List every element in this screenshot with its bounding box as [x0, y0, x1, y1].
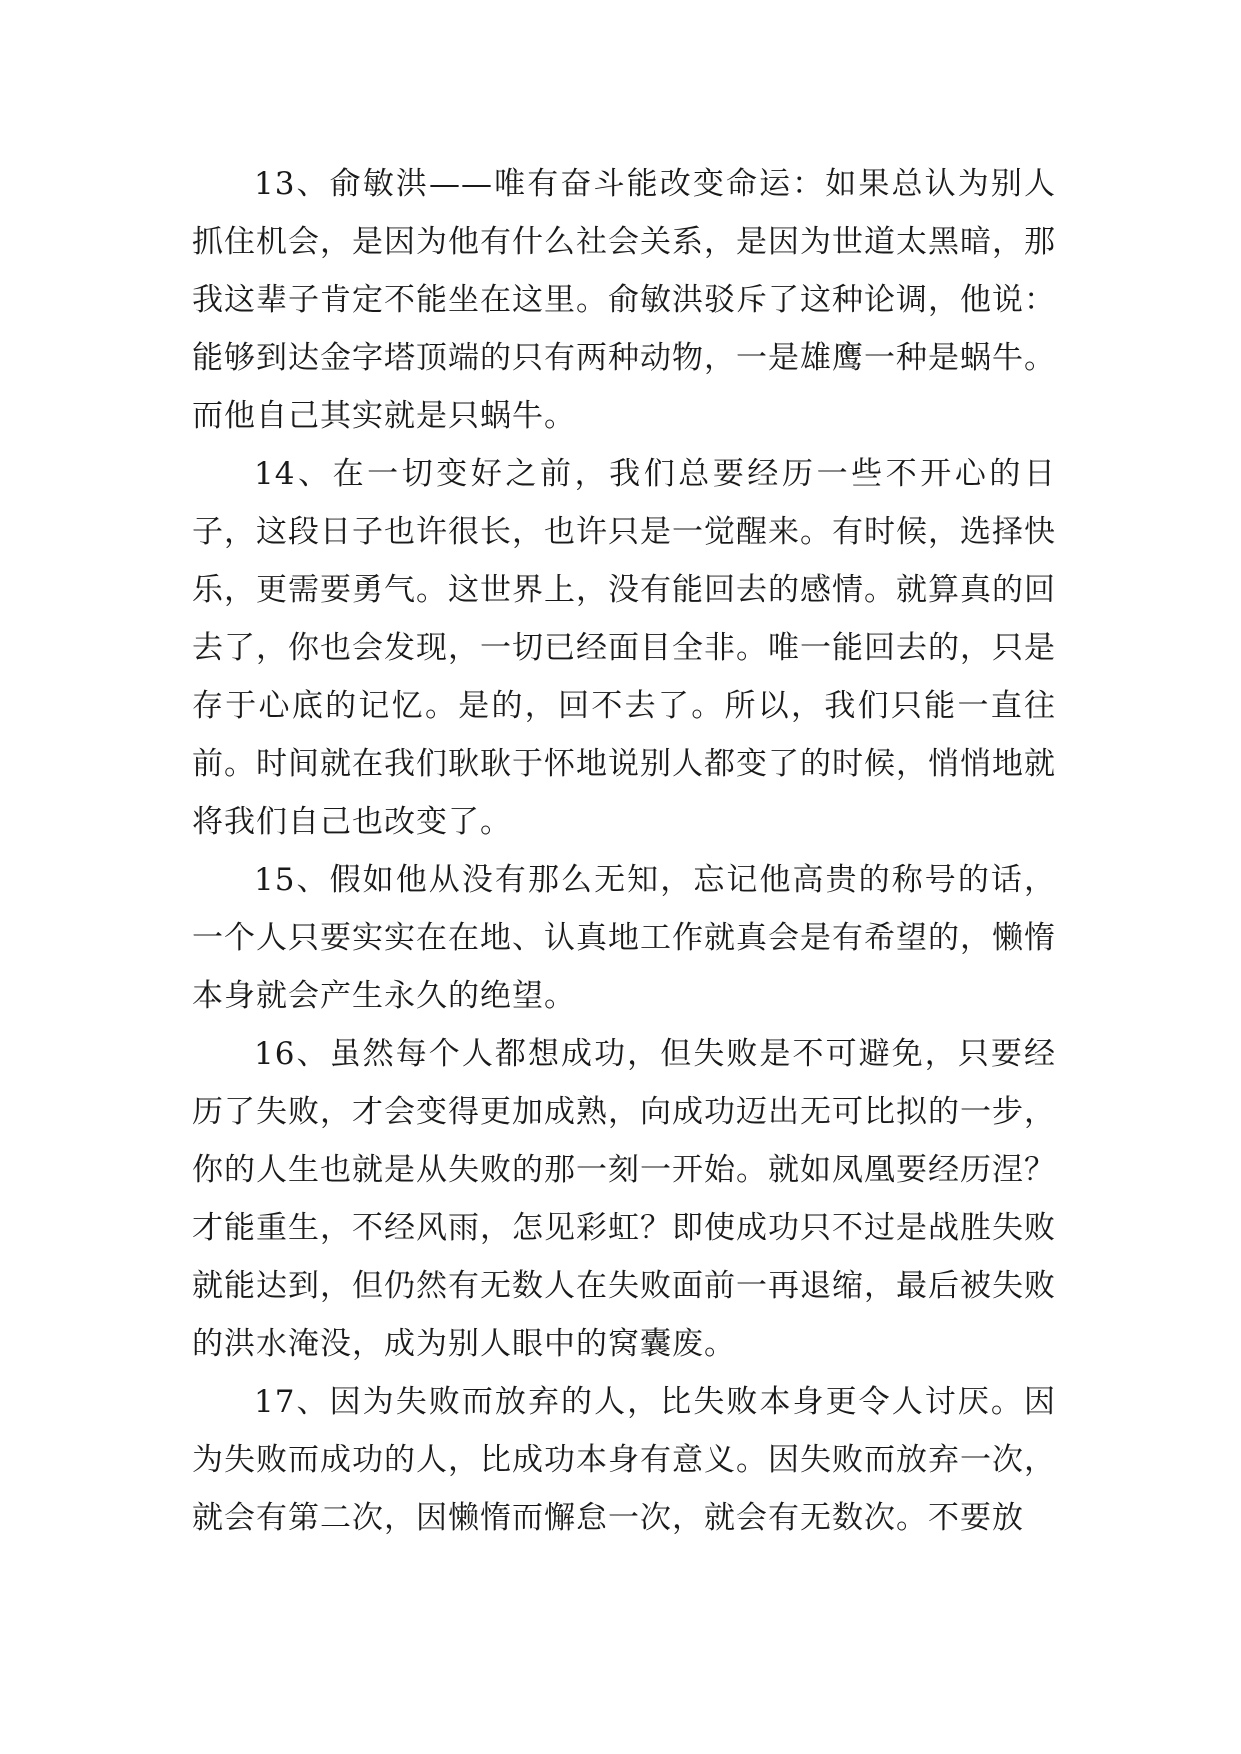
- paragraph-15: 15、假如他从没有那么无知，忘记他高贵的称号的话，一个人只要实实在在地、认真地工作就真会是有希望的，懒惰本身就会产生永久的绝望。: [192, 862, 1056, 1014]
- paragraph-16: 16、虽然每个人都想成功，但失败是不可避免，只要经历了失败，才会变得更加成熟，向成功迈出无可比拟的一步，你的人生也就是从失败的那一刻一开始。就如凤凰要经历涅？才能重生，不经风雨，怎见彩虹？即使成功只不过是战胜失败就能达到，但仍然有无数人在失败面前一再退缩，最后被失败的洪水淹没，成为别人眼中的窝囊废。: [192, 1036, 1056, 1362]
- document-body: [192, 155, 1056, 1547]
- paragraph-14: 14、在一切变好之前，我们总要经历一些不开心的日子，这段日子也许很长，也许只是一觉醒来。有时候，选择快乐，更需要勇气。这世界上，没有能回去的感情。就算真的回去了，你也会发现，一切已经面目全非。唯一能回去的，只是存于心底的记忆。是的，回不去了。所以，我们只能一直往前。时间就在我们耿耿于怀地说别人都变了的时候，悄悄地就将我们自己也改变了。: [192, 456, 1056, 840]
- paragraph-13: 13、俞敏洪——唯有奋斗能改变命运：如果总认为别人抓住机会，是因为他有什么社会关系，是因为世道太黑暗，那我这辈子肯定不能坐在这里。俞敏洪驳斥了这种论调，他说：能够到达金字塔顶端的只有两种动物，一是雄鹰一种是蜗牛。而他自己其实就是只蜗牛。: [192, 166, 1056, 434]
- paragraph-17: 17、因为失败而放弃的人，比失败本身更令人讨厌。因为失败而成功的人，比成功本身有意义。因失败而放弃一次，就会有第二次，因懒惰而懈怠一次，就会有无数次。不要放: [192, 1384, 1056, 1536]
